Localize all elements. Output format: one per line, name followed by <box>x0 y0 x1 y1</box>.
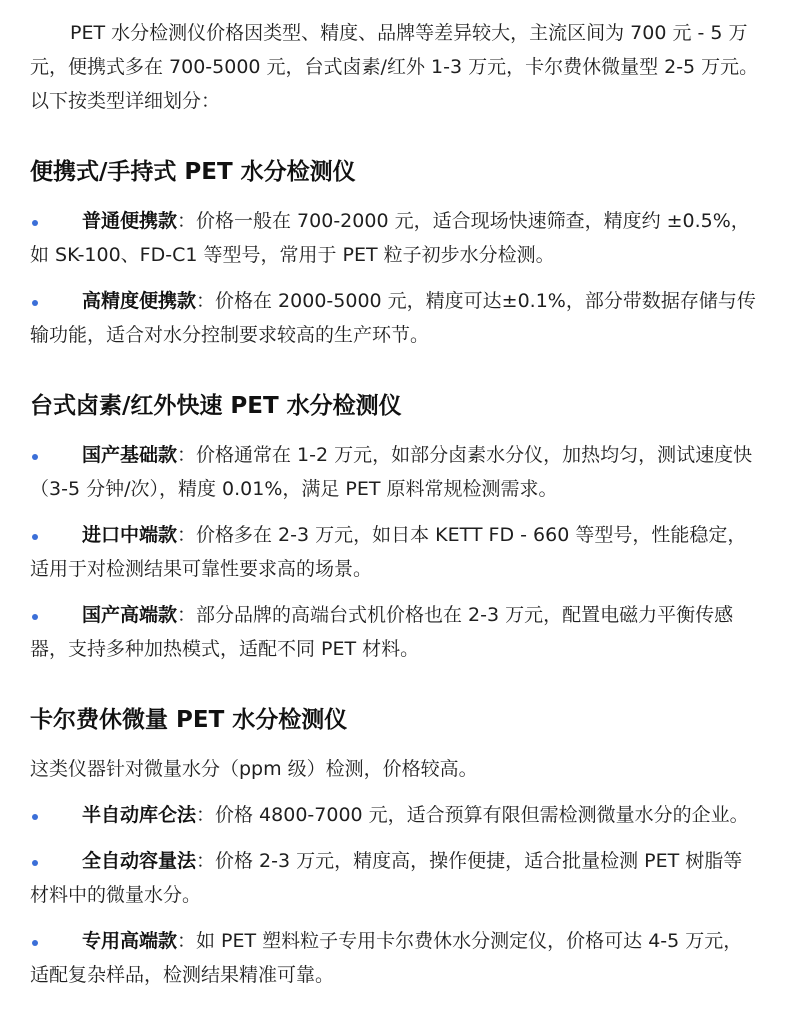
bullet-icon <box>32 454 38 460</box>
section-title: 便携式/手持式 PET 水分检测仪 <box>30 159 356 185</box>
list-item <box>30 204 761 272</box>
section-benchtop <box>30 390 761 666</box>
intro-paragraph: PET 水分检测仪价格因类型、精度、品牌等差异较大，主流区间为 700 元 - 5 万元，便携式多在 700-5000 元，台式卤素/红外 1-3 万元，卡尔费休微量型 2-5 万元。以下按类型详细划分： <box>30 22 759 112</box>
item-text: ：价格在 2000-5000 元，精度可达±0.1%，部分带数据存储与传输功能，适合对水分控制要求较高的生产环节。 <box>30 290 756 346</box>
item-term: 普通便携款 <box>82 210 178 232</box>
list-item <box>30 438 761 506</box>
bullet-icon <box>32 860 38 866</box>
item-term: 半自动库仑法 <box>82 804 197 826</box>
section-title: 台式卤素/红外快速 PET 水分检测仪 <box>30 393 402 419</box>
list-item <box>30 924 761 992</box>
item-term: 国产基础款 <box>82 444 178 466</box>
list-item <box>30 518 761 586</box>
item-list <box>30 204 761 352</box>
list-item <box>30 798 761 832</box>
item-text: ：价格通常在 1-2 万元，如部分卤素水分仪，加热均匀，测试速度快（3-5 分钟/次），精度 0.01%，满足 PET 原料常规检测需求。 <box>30 444 753 500</box>
list-item <box>30 598 761 666</box>
section-karl-fischer <box>30 704 761 992</box>
item-term: 专用高端款 <box>82 930 178 952</box>
list-item <box>30 284 761 352</box>
item-list <box>30 438 761 666</box>
item-term: 进口中端款 <box>82 524 178 546</box>
bullet-icon <box>32 220 38 226</box>
item-list <box>30 798 761 992</box>
item-text: ：部分品牌的高端台式机价格也在 2-3 万元，配置电磁力平衡传感器，支持多种加热模式，适配不同 PET 材料。 <box>30 604 734 660</box>
section-note: 这类仪器针对微量水分（ppm 级）检测，价格较高。 <box>30 758 478 780</box>
item-term: 高精度便携款 <box>82 290 197 312</box>
list-item <box>30 844 761 912</box>
item-term: 国产高端款 <box>82 604 178 626</box>
bullet-icon <box>32 534 38 540</box>
section-title: 卡尔费休微量 PET 水分检测仪 <box>30 707 348 733</box>
bullet-icon <box>32 814 38 820</box>
bullet-icon <box>32 300 38 306</box>
item-text: ：如 PET 塑料粒子专用卡尔费休水分测定仪，价格可达 4-5 万元，适配复杂样品，检测结果精准可靠。 <box>30 930 743 986</box>
bullet-icon <box>32 614 38 620</box>
item-term: 全自动容量法 <box>82 850 197 872</box>
bullet-icon <box>32 940 38 946</box>
item-text: ：价格 2-3 万元，精度高，操作便捷，适合批量检测 PET 树脂等材料中的微量水分。 <box>30 850 743 906</box>
item-text: ：价格 4800-7000 元，适合预算有限但需检测微量水分的企业。 <box>196 804 749 826</box>
section-portable <box>30 156 761 352</box>
item-text: ：价格多在 2-3 万元，如日本 KETT FD - 660 等型号，性能稳定，适用于对检测结果可靠性要求高的场景。 <box>30 524 747 580</box>
item-text: ：价格一般在 700-2000 元，适合现场快速筛查，精度约 ±0.5%，如 SK-100、FD-C1 等型号，常用于 PET 粒子初步水分检测。 <box>30 210 750 266</box>
